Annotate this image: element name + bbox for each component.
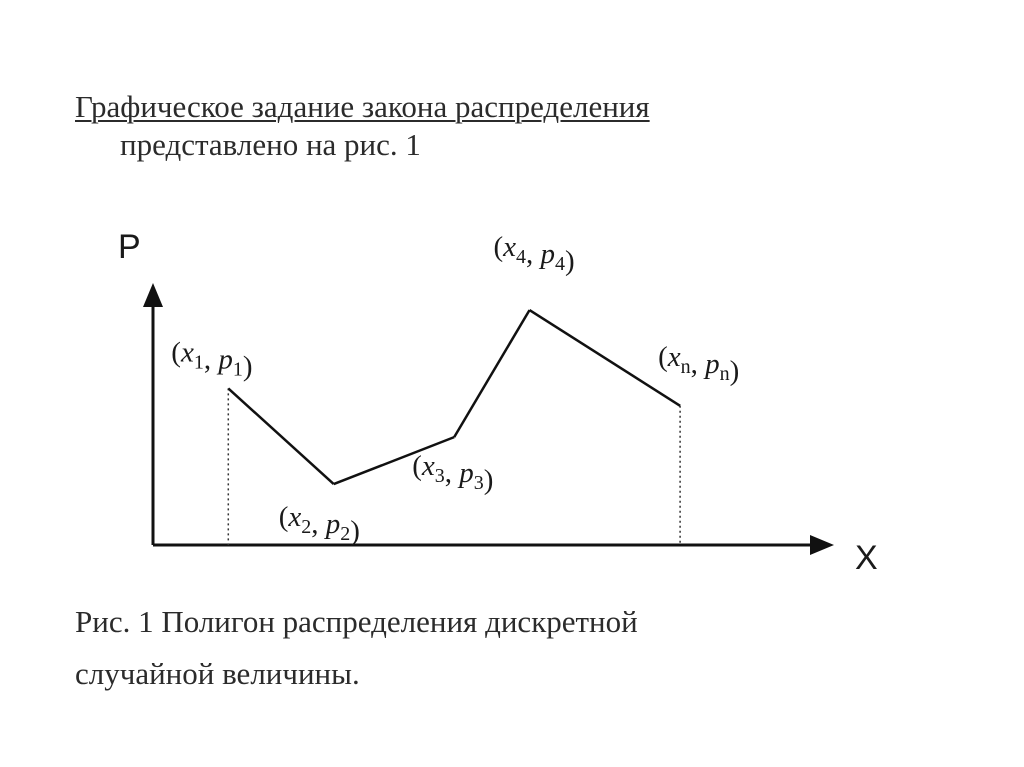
y-axis-label: P <box>118 228 141 266</box>
x-axis-arrow-icon <box>810 535 834 555</box>
point-label: ($x_1$, $p_1$) <box>171 336 253 383</box>
heading-line-2: представлено на рис. 1 <box>120 127 421 162</box>
x-axis-label: X <box>855 539 878 577</box>
point-label: ($x_3$, $p_3$) <box>412 450 494 497</box>
polygon-segment <box>228 388 333 484</box>
figure-caption <box>75 596 638 700</box>
point-label: ($x_n$, $p_n$) <box>658 340 740 387</box>
polygon-segment <box>454 310 529 437</box>
heading-line-1: Графическое задание закона распределения <box>75 89 650 124</box>
caption-line-2: случайной величины. <box>75 656 360 691</box>
y-axis-arrow-icon <box>143 283 163 307</box>
point-label: ($x_2$, $p_2$) <box>278 501 360 548</box>
point-label: ($x_4$, $p_4$) <box>493 231 575 278</box>
caption-line-1: Рис. 1 Полигон распределения дискретной <box>75 604 638 639</box>
